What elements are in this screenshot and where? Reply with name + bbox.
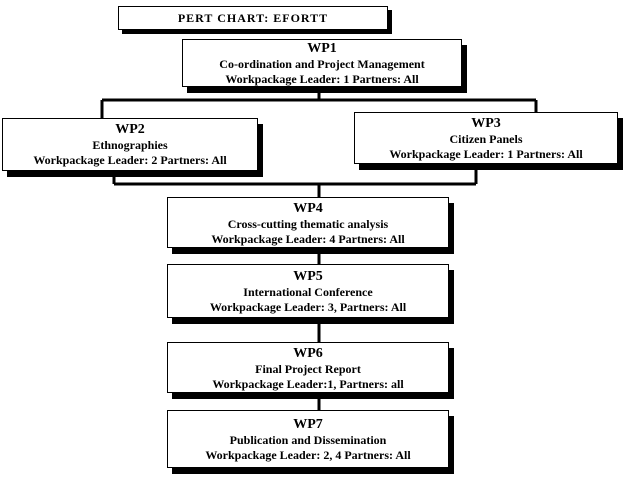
- wp5-id: WP5: [293, 269, 323, 284]
- wp6-leader: Workpackage Leader:1, Partners: all: [212, 377, 404, 391]
- wp3-box: [354, 112, 618, 164]
- wp6-name: Final Project Report: [255, 362, 361, 376]
- wp4-id: WP4: [293, 201, 323, 216]
- wp2-id: WP2: [115, 122, 145, 137]
- wp5-name: International Conference: [243, 285, 373, 299]
- wp4-leader: Workpackage Leader: 4 Partners: All: [211, 232, 405, 246]
- wp3-leader: Workpackage Leader: 1 Partners: All: [389, 147, 583, 161]
- wp7-leader: Workpackage Leader: 2, 4 Partners: All: [205, 448, 411, 462]
- wp6-id: WP6: [293, 346, 323, 361]
- wp4-box: [167, 197, 449, 248]
- wp2-name: Ethnographies: [92, 138, 168, 152]
- wp3-name: Citizen Panels: [449, 132, 523, 146]
- wp4-name: Cross-cutting thematic analysis: [227, 217, 389, 231]
- wp7-name: Publication and Dissemination: [229, 433, 387, 447]
- wp6-box: [167, 342, 449, 393]
- wp1-leader: Workpackage Leader: 1 Partners: All: [225, 72, 419, 86]
- wp7-box: [167, 410, 449, 468]
- wp2-leader: Workpackage Leader: 2 Partners: All: [33, 153, 227, 167]
- chart-title: PERT CHART: EFORTT: [118, 6, 388, 30]
- wp1-id: WP1: [307, 41, 337, 56]
- wp5-leader: Workpackage Leader: 3, Partners: All: [209, 300, 407, 314]
- wp1-box: [182, 39, 462, 87]
- wp1-name: Co-ordination and Project Management: [219, 57, 425, 71]
- wp5-box: [167, 264, 449, 318]
- wp7-id: WP7: [293, 417, 323, 432]
- wp2-box: [2, 118, 258, 171]
- wp3-id: WP3: [471, 116, 501, 131]
